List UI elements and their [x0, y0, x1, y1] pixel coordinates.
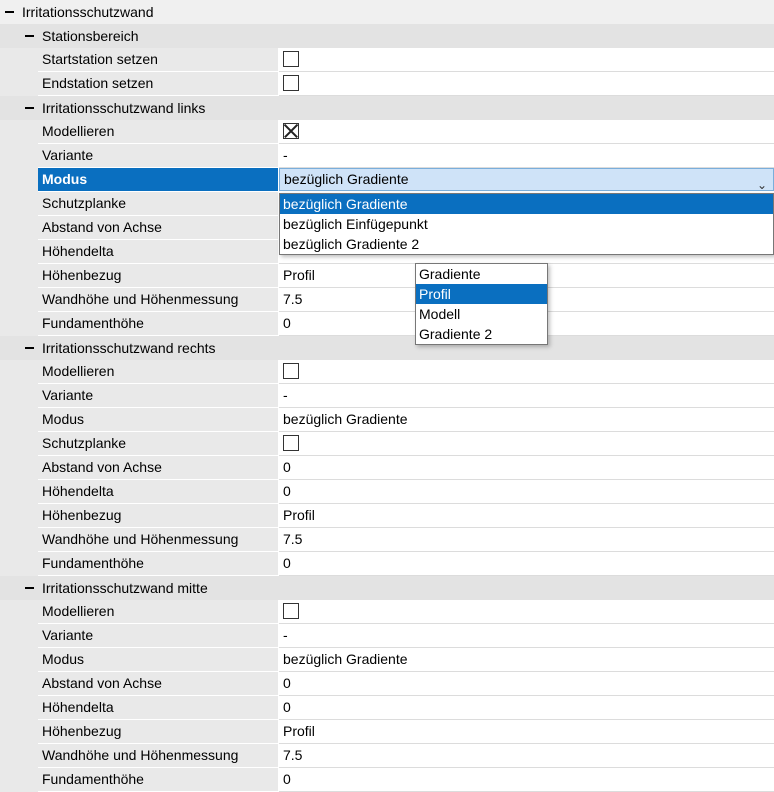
property-label: Abstand von Achse	[38, 456, 278, 479]
modellieren-links-checkbox[interactable]	[283, 123, 299, 139]
category-stationsbereich[interactable]	[0, 24, 774, 48]
category-title: Irritationsschutzwand	[22, 4, 154, 20]
property-label: Modellieren	[38, 600, 278, 623]
property-label: Wandhöhe und Höhenmessung	[38, 744, 278, 767]
category-mitte[interactable]	[0, 576, 774, 600]
property-row-wandhoehe-mitte	[0, 744, 774, 768]
collapse-icon[interactable]	[24, 30, 35, 41]
property-label: Variante	[38, 624, 278, 647]
hoehendelta-mitte-value[interactable]: 0	[279, 696, 774, 719]
property-row-fundament-links	[0, 312, 774, 336]
property-row-hoehenbezug-mitte	[0, 720, 774, 744]
property-row-wandhoehe-rechts	[0, 528, 774, 552]
variante-links-value[interactable]: -	[279, 144, 774, 167]
property-row-variante-links	[0, 144, 774, 168]
abstand-mitte-value[interactable]: 0	[279, 672, 774, 695]
dropdown-option[interactable]: Gradiente 2	[419, 326, 493, 342]
modus-rechts-value[interactable]: bezüglich Gradiente	[279, 408, 774, 431]
property-row-variante-rechts	[0, 384, 774, 408]
fundament-mitte-value[interactable]: 0	[279, 768, 774, 791]
category-title: Stationsbereich	[42, 28, 139, 44]
property-row-abstand-rechts	[0, 456, 774, 480]
category-links[interactable]	[0, 96, 774, 120]
collapse-icon[interactable]	[24, 102, 35, 113]
property-label: Modus	[38, 168, 278, 191]
property-row-hoehendelta-rechts	[0, 480, 774, 504]
dropdown-option[interactable]: Profil	[416, 284, 547, 304]
modus-mitte-value[interactable]: bezüglich Gradiente	[279, 648, 774, 671]
fundament-rechts-value[interactable]: 0	[279, 552, 774, 575]
dropdown-option[interactable]: bezüglich Einfügepunkt	[283, 216, 428, 232]
property-label: Abstand von Achse	[38, 672, 278, 695]
property-row-wandhoehe-links	[0, 288, 774, 312]
property-label: Modellieren	[38, 120, 278, 143]
property-label: Wandhöhe und Höhenmessung	[38, 288, 278, 311]
property-row-variante-mitte	[0, 624, 774, 648]
variante-mitte-value[interactable]: -	[279, 624, 774, 647]
property-label: Höhenbezug	[38, 720, 278, 743]
chevron-down-icon[interactable]: ⌄	[756, 178, 767, 191]
property-label: Höhenbezug	[38, 504, 278, 527]
startstation-checkbox[interactable]	[283, 51, 299, 67]
property-row-modus-links	[0, 168, 774, 192]
property-row-hoehenbezug-links	[0, 264, 774, 288]
property-label: Höhenbezug	[38, 264, 278, 287]
property-row-hoehenbezug-rechts	[0, 504, 774, 528]
property-row-modellieren-rechts	[0, 360, 774, 384]
property-label: Modus	[38, 408, 278, 431]
property-label: Modellieren	[38, 360, 278, 383]
property-label: Abstand von Achse	[38, 216, 278, 239]
dropdown-option[interactable]: bezüglich Gradiente 2	[283, 236, 420, 252]
endstation-checkbox[interactable]	[283, 75, 299, 91]
combobox-value: bezüglich Gradiente	[284, 171, 409, 187]
category-rechts[interactable]	[0, 336, 774, 360]
wandhoehe-rechts-value[interactable]: 7.5	[279, 528, 774, 551]
modellieren-rechts-checkbox[interactable]	[283, 363, 299, 379]
property-row-hoehendelta-mitte	[0, 696, 774, 720]
hoehendelta-rechts-value[interactable]: 0	[279, 480, 774, 503]
category-irritationsschutzwand[interactable]	[0, 0, 774, 24]
wandhoehe-links-value[interactable]: 7.5	[279, 288, 774, 311]
property-label: Höhendelta	[38, 696, 278, 719]
property-row-modellieren-links	[0, 120, 774, 144]
hoehenbezug-links-value[interactable]: Profil	[279, 264, 774, 287]
collapse-icon[interactable]	[24, 582, 35, 593]
modus-dropdown-list	[279, 193, 774, 255]
property-label: Höhendelta	[38, 240, 278, 263]
schutzplanke-rechts-checkbox[interactable]	[283, 435, 299, 451]
property-label: Höhendelta	[38, 480, 278, 503]
property-row-fundament-rechts	[0, 552, 774, 576]
fundament-links-value[interactable]: 0	[279, 312, 774, 335]
hoehenbezug-dropdown-list	[415, 263, 548, 345]
category-title: Irritationsschutzwand mitte	[42, 580, 208, 596]
collapse-icon[interactable]	[24, 342, 35, 353]
dropdown-option[interactable]: bezüglich Gradiente	[280, 194, 773, 214]
property-row-modus-mitte	[0, 648, 774, 672]
property-label: Wandhöhe und Höhenmessung	[38, 528, 278, 551]
property-label: Variante	[38, 144, 278, 167]
dropdown-option[interactable]: Gradiente	[419, 266, 481, 282]
property-label: Modus	[38, 648, 278, 671]
variante-rechts-value[interactable]: -	[279, 384, 774, 407]
property-row-fundament-mitte	[0, 768, 774, 792]
property-label: Variante	[38, 384, 278, 407]
collapse-icon[interactable]	[4, 6, 15, 17]
hoehenbezug-mitte-value[interactable]: Profil	[279, 720, 774, 743]
property-label: Fundamenthöhe	[38, 312, 278, 335]
modus-links-combobox[interactable]	[279, 168, 774, 191]
property-label: Schutzplanke	[38, 192, 278, 215]
property-row-abstand-mitte	[0, 672, 774, 696]
wandhoehe-mitte-value[interactable]: 7.5	[279, 744, 774, 767]
dropdown-option[interactable]: Modell	[419, 306, 461, 322]
property-row-schutzplanke-rechts	[0, 432, 774, 456]
property-row-startstation	[0, 48, 774, 72]
property-label: Fundamenthöhe	[38, 768, 278, 791]
abstand-rechts-value[interactable]: 0	[279, 456, 774, 479]
category-title: Irritationsschutzwand links	[42, 100, 206, 116]
property-row-endstation	[0, 72, 774, 96]
property-row-modellieren-mitte	[0, 600, 774, 624]
property-label: Fundamenthöhe	[38, 552, 278, 575]
hoehenbezug-rechts-value[interactable]: Profil	[279, 504, 774, 527]
property-label: Endstation setzen	[38, 72, 278, 95]
property-label: Startstation setzen	[38, 48, 278, 71]
modellieren-mitte-checkbox[interactable]	[283, 603, 299, 619]
property-row-modus-rechts	[0, 408, 774, 432]
category-title: Irritationsschutzwand rechts	[42, 340, 216, 356]
property-label: Schutzplanke	[38, 432, 278, 455]
